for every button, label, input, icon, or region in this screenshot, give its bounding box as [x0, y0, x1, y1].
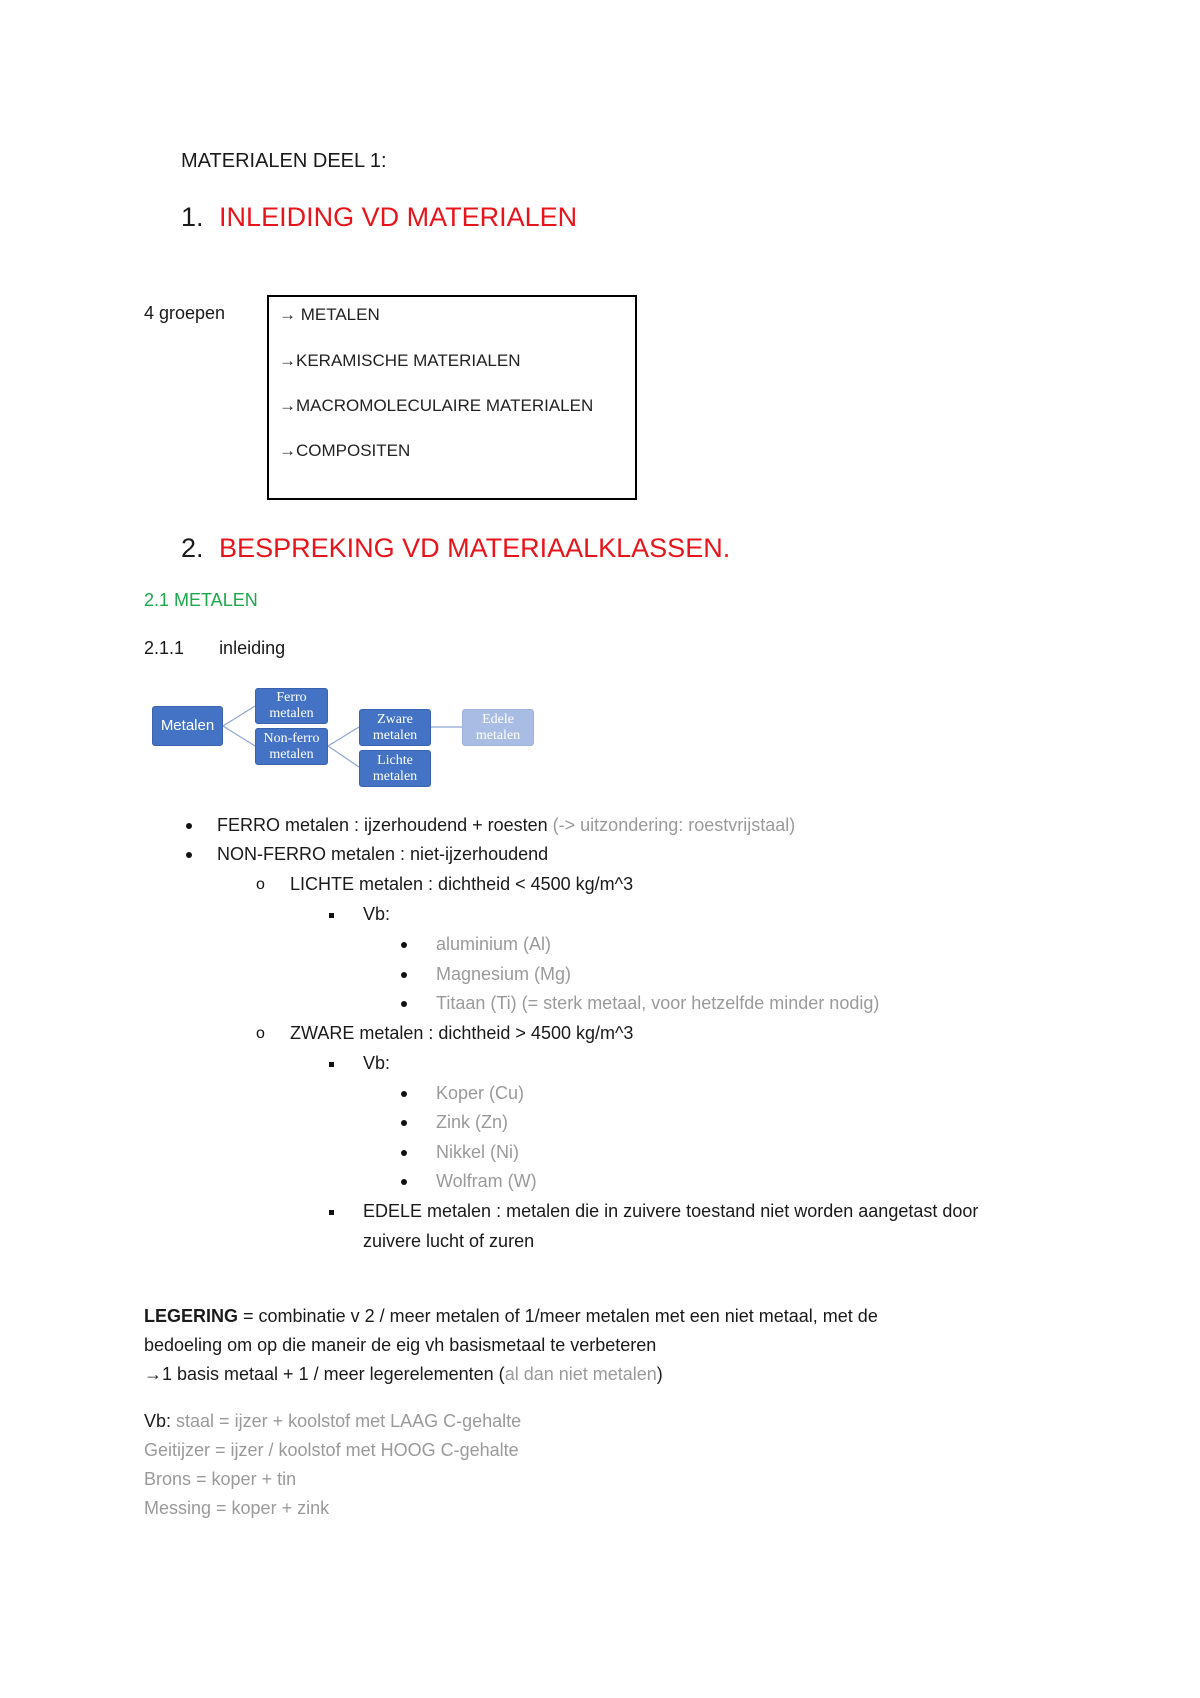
subsection-heading: 2.1 METALEN: [144, 590, 258, 610]
group-item-keramische: →KERAMISCHE MATERIALEN: [279, 351, 521, 370]
bullet-marker: [186, 852, 192, 858]
example-magnesium: Magnesium (Mg): [436, 964, 572, 984]
example-aluminium: aluminium (Al): [436, 934, 552, 954]
bullet-marker-square: [329, 913, 334, 918]
bullet-marker-o: o: [256, 1025, 265, 1042]
legering-term: LEGERING: [144, 1306, 239, 1326]
group-item-composieten: →COMPOSITEN: [279, 441, 411, 460]
group-item-metalen: → METALEN: [279, 305, 380, 324]
bullet-marker: [401, 1001, 407, 1007]
diagram-node-edele: Edele metalen: [462, 709, 534, 746]
bullet-marker-o: o: [256, 876, 265, 893]
legering-line1: LEGERING = combinatie v 2 / meer metalen of 1/meer metalen met een niet metaal, met de: [144, 1306, 878, 1326]
bullet-marker: [401, 1150, 407, 1156]
bullet-marker: [401, 972, 407, 978]
example-nikkel: Nikkel (Ni): [436, 1142, 519, 1162]
example-zink: Zink (Zn): [436, 1112, 508, 1132]
bullet-edele-line2: zuivere lucht of zuren: [363, 1231, 535, 1251]
bullet-zware: ZWARE metalen : dichtheid > 4500 kg/m^3: [290, 1023, 634, 1043]
subsubsection-label: inleiding: [219, 638, 286, 658]
bullet-vb-zware: Vb:: [363, 1053, 391, 1073]
bullet-ferro: FERRO metalen : ijzerhoudend + roesten (-> uitzondering: roestvrijstaal): [217, 815, 796, 835]
diagram-node-ferro: Ferro metalen: [255, 688, 328, 724]
legering-line2: bedoeling om op die maneir de eig vh basismetaal te verbeteren: [144, 1335, 657, 1355]
example-staal: Vb: staal = ijzer + koolstof met LAAG C-gehalte: [144, 1411, 522, 1431]
bullet-marker: [401, 1091, 407, 1097]
bullet-marker-square: [329, 1062, 334, 1067]
example-titaan: Titaan (Ti) (= sterk metaal, voor hetzelfde minder nodig): [436, 993, 880, 1013]
groups-label: 4 groepen: [144, 303, 226, 323]
diagram-node-non-ferro: Non-ferro metalen: [255, 728, 328, 765]
bullet-non-ferro: NON-FERRO metalen : niet-ijzerhoudend: [217, 844, 549, 864]
document-title: MATERIALEN DEEL 1:: [181, 150, 387, 172]
subsubsection-number: 2.1.1: [144, 638, 185, 658]
bullet-marker: [186, 823, 192, 829]
example-brons: Brons = koper + tin: [144, 1469, 297, 1489]
bullet-edele-line1: EDELE metalen : metalen die in zuivere toestand niet worden aangetast door: [363, 1201, 979, 1221]
diagram-node-zware: Zware metalen: [359, 709, 431, 746]
bullet-vb-lichte: Vb:: [363, 904, 391, 924]
bullet-marker: [401, 942, 407, 948]
bullet-lichte: LICHTE metalen : dichtheid < 4500 kg/m^3: [290, 874, 634, 894]
example-messing: Messing = koper + zink: [144, 1498, 330, 1518]
bullet-marker-square: [329, 1210, 334, 1215]
diagram-node-metalen: Metalen: [152, 706, 223, 746]
group-item-macromoleculaire: →MACROMOLECULAIRE MATERIALEN: [279, 396, 594, 415]
heading-1-number: 1.: [181, 202, 204, 232]
example-wolfram: Wolfram (W): [436, 1171, 537, 1191]
bullet-marker: [401, 1179, 407, 1185]
heading-2-number: 2.: [181, 533, 204, 563]
legering-line3: →1 basis metaal + 1 / meer legerelementen (al dan niet metalen): [144, 1364, 663, 1384]
diagram-connectors: [0, 0, 1200, 800]
heading-2-label: BESPREKING VD MATERIAALKLASSEN.: [219, 533, 731, 563]
diagram-node-lichte: Lichte metalen: [359, 750, 431, 787]
example-koper: Koper (Cu): [436, 1083, 525, 1103]
example-geitijzer: Geitijzer = ijzer / koolstof met HOOG C-gehalte: [144, 1440, 519, 1460]
bullet-marker: [401, 1120, 407, 1126]
heading-1-label: INLEIDING VD MATERIALEN: [219, 202, 578, 232]
